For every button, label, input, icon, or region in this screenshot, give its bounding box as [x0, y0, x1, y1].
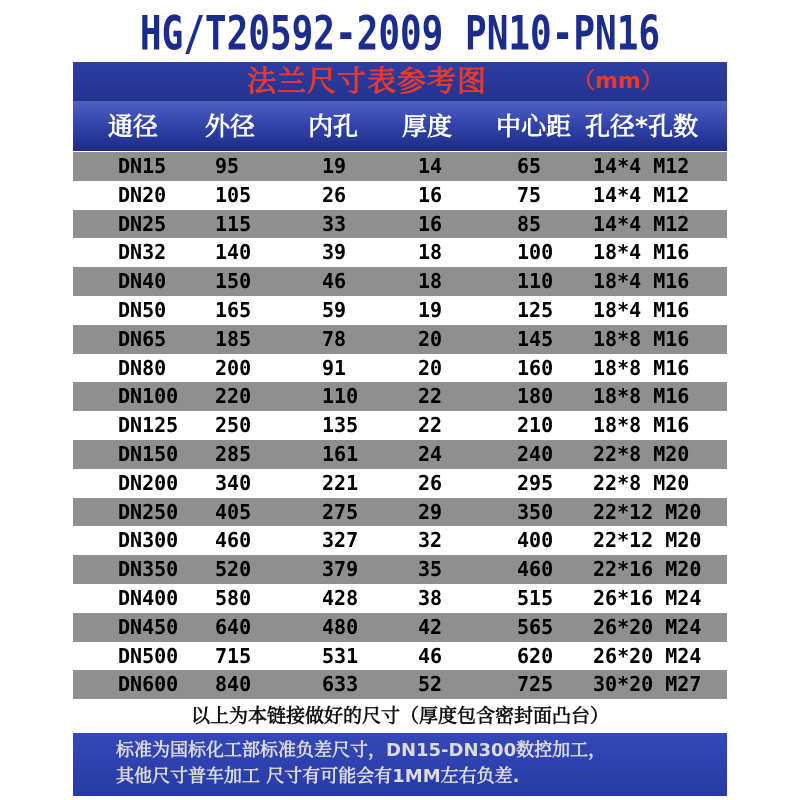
banner-unit: （mm）	[573, 69, 663, 94]
table-row	[73, 555, 727, 584]
cell-bolt-circle: 160	[517, 355, 554, 380]
cell-bolt-holes: 18*4 M16	[593, 297, 690, 322]
cell-nominal-diameter: DN32	[118, 240, 167, 265]
table-banner	[73, 62, 727, 101]
cell-thickness: 20	[418, 326, 443, 351]
cell-bolt-circle: 350	[517, 499, 554, 524]
cell-outer-diameter: 250	[215, 413, 252, 438]
cell-bolt-holes: 18*8 M16	[593, 384, 690, 409]
cell-outer-diameter: 105	[215, 182, 252, 207]
cell-outer-diameter: 640	[215, 614, 252, 639]
cell-bolt-holes: 22*8 M20	[593, 470, 690, 495]
table-row	[73, 354, 727, 383]
table-row	[73, 325, 727, 354]
cell-bore: 59	[322, 297, 347, 322]
table-row	[73, 411, 727, 440]
header-outer-diameter: 外径	[205, 112, 256, 141]
cell-bolt-holes: 22*12 M20	[593, 528, 702, 553]
cell-nominal-diameter: DN200	[118, 470, 179, 495]
cell-bore: 428	[322, 585, 359, 610]
cell-outer-diameter: 340	[215, 470, 252, 495]
cell-bolt-circle: 125	[517, 297, 554, 322]
cell-nominal-diameter: DN300	[118, 528, 179, 553]
cell-thickness: 52	[418, 672, 443, 697]
cell-bolt-holes: 26*16 M24	[593, 585, 702, 610]
cell-nominal-diameter: DN80	[118, 355, 167, 380]
cell-bore: 275	[322, 499, 359, 524]
cell-nominal-diameter: DN400	[118, 585, 179, 610]
cell-thickness: 26	[418, 470, 443, 495]
table-row	[73, 584, 727, 613]
cell-bolt-circle: 460	[517, 557, 554, 582]
cell-nominal-diameter: DN25	[118, 211, 167, 236]
cell-outer-diameter: 285	[215, 441, 252, 466]
table-row	[73, 670, 727, 699]
cell-bolt-circle: 515	[517, 585, 554, 610]
cell-bore: 531	[322, 643, 359, 668]
cell-bolt-circle: 725	[517, 672, 554, 697]
cell-bolt-circle: 100	[517, 240, 554, 265]
header-nominal-diameter: 通径	[108, 112, 159, 141]
table-row	[73, 382, 727, 411]
cell-nominal-diameter: DN40	[118, 269, 167, 294]
cell-bolt-circle: 620	[517, 643, 554, 668]
cell-bolt-circle: 210	[517, 413, 554, 438]
table-row	[73, 181, 727, 210]
cell-thickness: 32	[418, 528, 443, 553]
cell-nominal-diameter: DN600	[118, 672, 179, 697]
cell-bolt-holes: 18*8 M16	[593, 326, 690, 351]
table-row	[73, 440, 727, 469]
cell-nominal-diameter: DN20	[118, 182, 167, 207]
cell-bolt-holes: 18*8 M16	[593, 413, 690, 438]
cell-bolt-holes: 14*4 M12	[593, 182, 690, 207]
cell-nominal-diameter: DN50	[118, 297, 167, 322]
cell-outer-diameter: 150	[215, 269, 252, 294]
cell-nominal-diameter: DN100	[118, 384, 179, 409]
cell-thickness: 18	[418, 269, 443, 294]
table-body	[73, 152, 727, 699]
cell-thickness: 42	[418, 614, 443, 639]
cell-bore: 633	[322, 672, 359, 697]
cell-outer-diameter: 165	[215, 297, 252, 322]
cell-thickness: 18	[418, 240, 443, 265]
cell-outer-diameter: 520	[215, 557, 252, 582]
cell-bolt-holes: 18*4 M16	[593, 240, 690, 265]
cell-bolt-holes: 18*8 M16	[593, 355, 690, 380]
cell-bolt-holes: 14*4 M12	[593, 154, 690, 178]
cell-thickness: 35	[418, 557, 443, 582]
cell-thickness: 24	[418, 441, 443, 466]
cell-bore: 161	[322, 441, 359, 466]
cell-bolt-circle: 295	[517, 470, 554, 495]
cell-bolt-circle: 110	[517, 269, 554, 294]
cell-outer-diameter: 405	[215, 499, 252, 524]
table-row	[73, 152, 727, 181]
cell-bolt-holes: 22*12 M20	[593, 499, 702, 524]
cell-thickness: 19	[418, 297, 443, 322]
cell-thickness: 38	[418, 585, 443, 610]
cell-nominal-diameter: DN15	[118, 154, 167, 178]
cell-thickness: 22	[418, 384, 443, 409]
cell-bore: 110	[322, 384, 359, 409]
table-row	[73, 526, 727, 555]
cell-thickness: 29	[418, 499, 443, 524]
cell-outer-diameter: 200	[215, 355, 252, 380]
header-bore: 内孔	[308, 112, 359, 141]
cell-bolt-holes: 22*16 M20	[593, 557, 702, 582]
cell-bolt-holes: 14*4 M12	[593, 211, 690, 236]
cell-bore: 19	[322, 154, 347, 178]
cell-nominal-diameter: DN250	[118, 499, 179, 524]
cell-outer-diameter: 840	[215, 672, 252, 697]
cell-bolt-holes: 18*4 M16	[593, 269, 690, 294]
cell-bore: 221	[322, 470, 359, 495]
table-row	[73, 210, 727, 239]
cell-thickness: 46	[418, 643, 443, 668]
cell-bore: 46	[322, 269, 347, 294]
table-row	[73, 238, 727, 267]
cell-bolt-holes: 26*20 M24	[593, 614, 702, 639]
header-thickness: 厚度	[402, 112, 453, 141]
cell-bore: 480	[322, 614, 359, 639]
cell-bore: 327	[322, 528, 359, 553]
cell-outer-diameter: 95	[215, 154, 240, 178]
table-row	[73, 267, 727, 296]
table-row	[73, 469, 727, 498]
cell-bolt-circle: 400	[517, 528, 554, 553]
cell-bolt-holes: 22*8 M20	[593, 441, 690, 466]
cell-thickness: 20	[418, 355, 443, 380]
cell-bore: 26	[322, 182, 347, 207]
cell-outer-diameter: 220	[215, 384, 252, 409]
cell-bolt-circle: 240	[517, 441, 554, 466]
cell-bore: 78	[322, 326, 347, 351]
cell-bolt-circle: 565	[517, 614, 554, 639]
header-bolt-circle: 中心距	[496, 112, 572, 141]
cell-nominal-diameter: DN350	[118, 557, 179, 582]
cell-thickness: 14	[418, 154, 443, 178]
cell-nominal-diameter: DN450	[118, 614, 179, 639]
cell-outer-diameter: 580	[215, 585, 252, 610]
cell-bore: 39	[322, 240, 347, 265]
cell-bolt-circle: 75	[517, 182, 542, 207]
cell-outer-diameter: 140	[215, 240, 252, 265]
cell-bore: 135	[322, 413, 359, 438]
cell-bolt-circle: 85	[517, 211, 542, 236]
cell-nominal-diameter: DN500	[118, 643, 179, 668]
cell-outer-diameter: 460	[215, 528, 252, 553]
cell-thickness: 22	[418, 413, 443, 438]
cell-outer-diameter: 185	[215, 326, 252, 351]
cell-thickness: 16	[418, 211, 443, 236]
cell-bolt-holes: 30*20 M27	[593, 672, 702, 697]
cell-nominal-diameter: DN150	[118, 441, 179, 466]
cell-bolt-holes: 26*20 M24	[593, 643, 702, 668]
page-title: HG/T20592-2009 PN10-PN16	[139, 7, 661, 62]
table-footnote: 以上为本链接做好的尺寸（厚度包含密封面凸台）	[190, 705, 609, 727]
table-row	[73, 613, 727, 642]
table-row	[73, 296, 727, 325]
table-header	[73, 101, 727, 151]
cell-nominal-diameter: DN65	[118, 326, 167, 351]
cell-thickness: 16	[418, 182, 443, 207]
cell-bolt-circle: 145	[517, 326, 554, 351]
notice-line: 其他尺寸普车加工 尺寸有可能会有1MM左右负差.	[116, 766, 520, 787]
notice-line: 标准为国标化工部标准负差尺寸，DN15-DN300数控加工，	[116, 740, 607, 761]
cell-bolt-circle: 65	[517, 154, 542, 178]
cell-outer-diameter: 715	[215, 643, 252, 668]
cell-nominal-diameter: DN125	[118, 413, 179, 438]
cell-bore: 91	[322, 355, 347, 380]
header-bolt-holes: 孔径*孔数	[585, 112, 699, 141]
cell-bore: 379	[322, 557, 359, 582]
cell-bolt-circle: 180	[517, 384, 554, 409]
banner-title: 法兰尺寸表参考图	[247, 64, 488, 98]
cell-bore: 33	[322, 211, 347, 236]
table-row	[73, 498, 727, 527]
cell-outer-diameter: 115	[215, 211, 252, 236]
table-row	[73, 642, 727, 671]
notice-box	[73, 733, 727, 796]
